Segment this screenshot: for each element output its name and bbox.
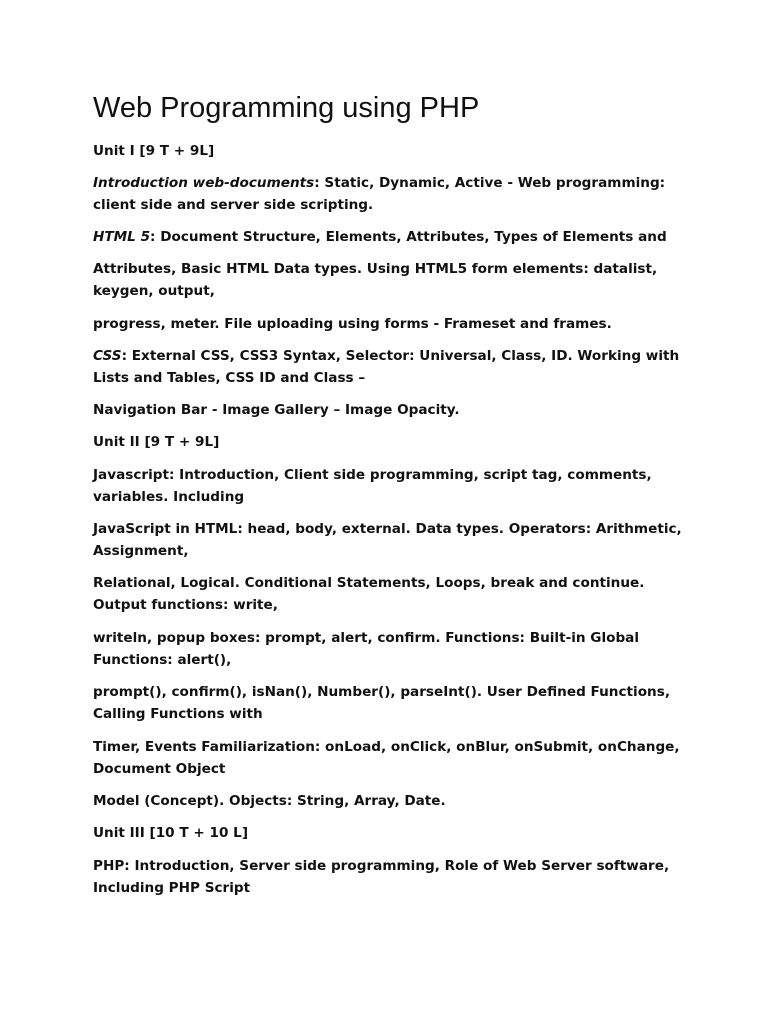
- paragraph-text: Attributes, Basic HTML Data types. Using HTML5 form elements: datalist, keygen, output,: [93, 261, 658, 299]
- paragraph-text: Timer, Events Familiarization: onLoad, onClick, onBlur, onSubmit, onChange, Document Object: [93, 739, 680, 777]
- paragraph-text: : External CSS, CSS3 Syntax, Selector: Universal, Class, ID. Working with Lists and Tables, CSS ID and Class –: [93, 348, 680, 386]
- paragraph-text: Unit I [9 T + 9L]: [93, 143, 215, 159]
- paragraph: [93, 736, 683, 780]
- paragraph: [93, 313, 683, 335]
- paragraph: [93, 345, 683, 389]
- paragraph-text: : Static, Dynamic, Active - Web programming: client side and server side scripting.: [93, 175, 666, 213]
- paragraph-text: Model (Concept). Objects: String, Array, Date.: [93, 793, 446, 809]
- paragraph-text: Relational, Logical. Conditional Statements, Loops, break and continue. Output functions: write,: [93, 575, 645, 613]
- paragraph-text: Unit III [10 T + 10 L]: [93, 825, 249, 841]
- paragraph: [93, 855, 683, 899]
- paragraph-text: writeln, popup boxes: prompt, alert, confirm. Functions: Built-in Global Functions: alert(),: [93, 630, 640, 668]
- paragraph-text: Javascript: Introduction, Client side programming, script tag, comments, variables. Including: [93, 467, 652, 505]
- paragraph-text: : Document Structure, Elements, Attributes, Types of Elements and: [150, 229, 667, 245]
- paragraph: [93, 681, 683, 725]
- topic-label: Introduction web-documents: [93, 175, 315, 191]
- paragraph: [93, 399, 683, 421]
- paragraph: [93, 790, 683, 812]
- topic-label: HTML 5: [93, 229, 151, 245]
- paragraph: [93, 226, 683, 248]
- unit-heading: [93, 140, 683, 162]
- paragraph: [93, 258, 683, 302]
- paragraph-text: prompt(), confirm(), isNan(), Number(), parseInt(). User Defined Functions, Calling Functions with: [93, 684, 670, 722]
- paragraph-text: Unit II [9 T + 9L]: [93, 434, 220, 450]
- document-title: Web Programming using PHP: [93, 92, 480, 124]
- paragraph-text: progress, meter. File uploading using forms - Frameset and frames.: [93, 316, 612, 332]
- paragraph: [93, 627, 683, 671]
- unit-heading: [93, 822, 683, 844]
- paragraph-text: Navigation Bar - Image Gallery – Image Opacity.: [93, 402, 460, 418]
- paragraph: [93, 464, 683, 508]
- paragraph: [93, 518, 683, 562]
- paragraph: [93, 172, 683, 216]
- paragraph-text: JavaScript in HTML: head, body, external. Data types. Operators: Arithmetic, Assignment,: [93, 521, 682, 559]
- paragraph-text: PHP: Introduction, Server side programming, Role of Web Server software, Including PHP Script: [93, 858, 670, 896]
- paragraph: [93, 572, 683, 616]
- topic-label: CSS: [93, 348, 122, 364]
- unit-heading: [93, 431, 683, 453]
